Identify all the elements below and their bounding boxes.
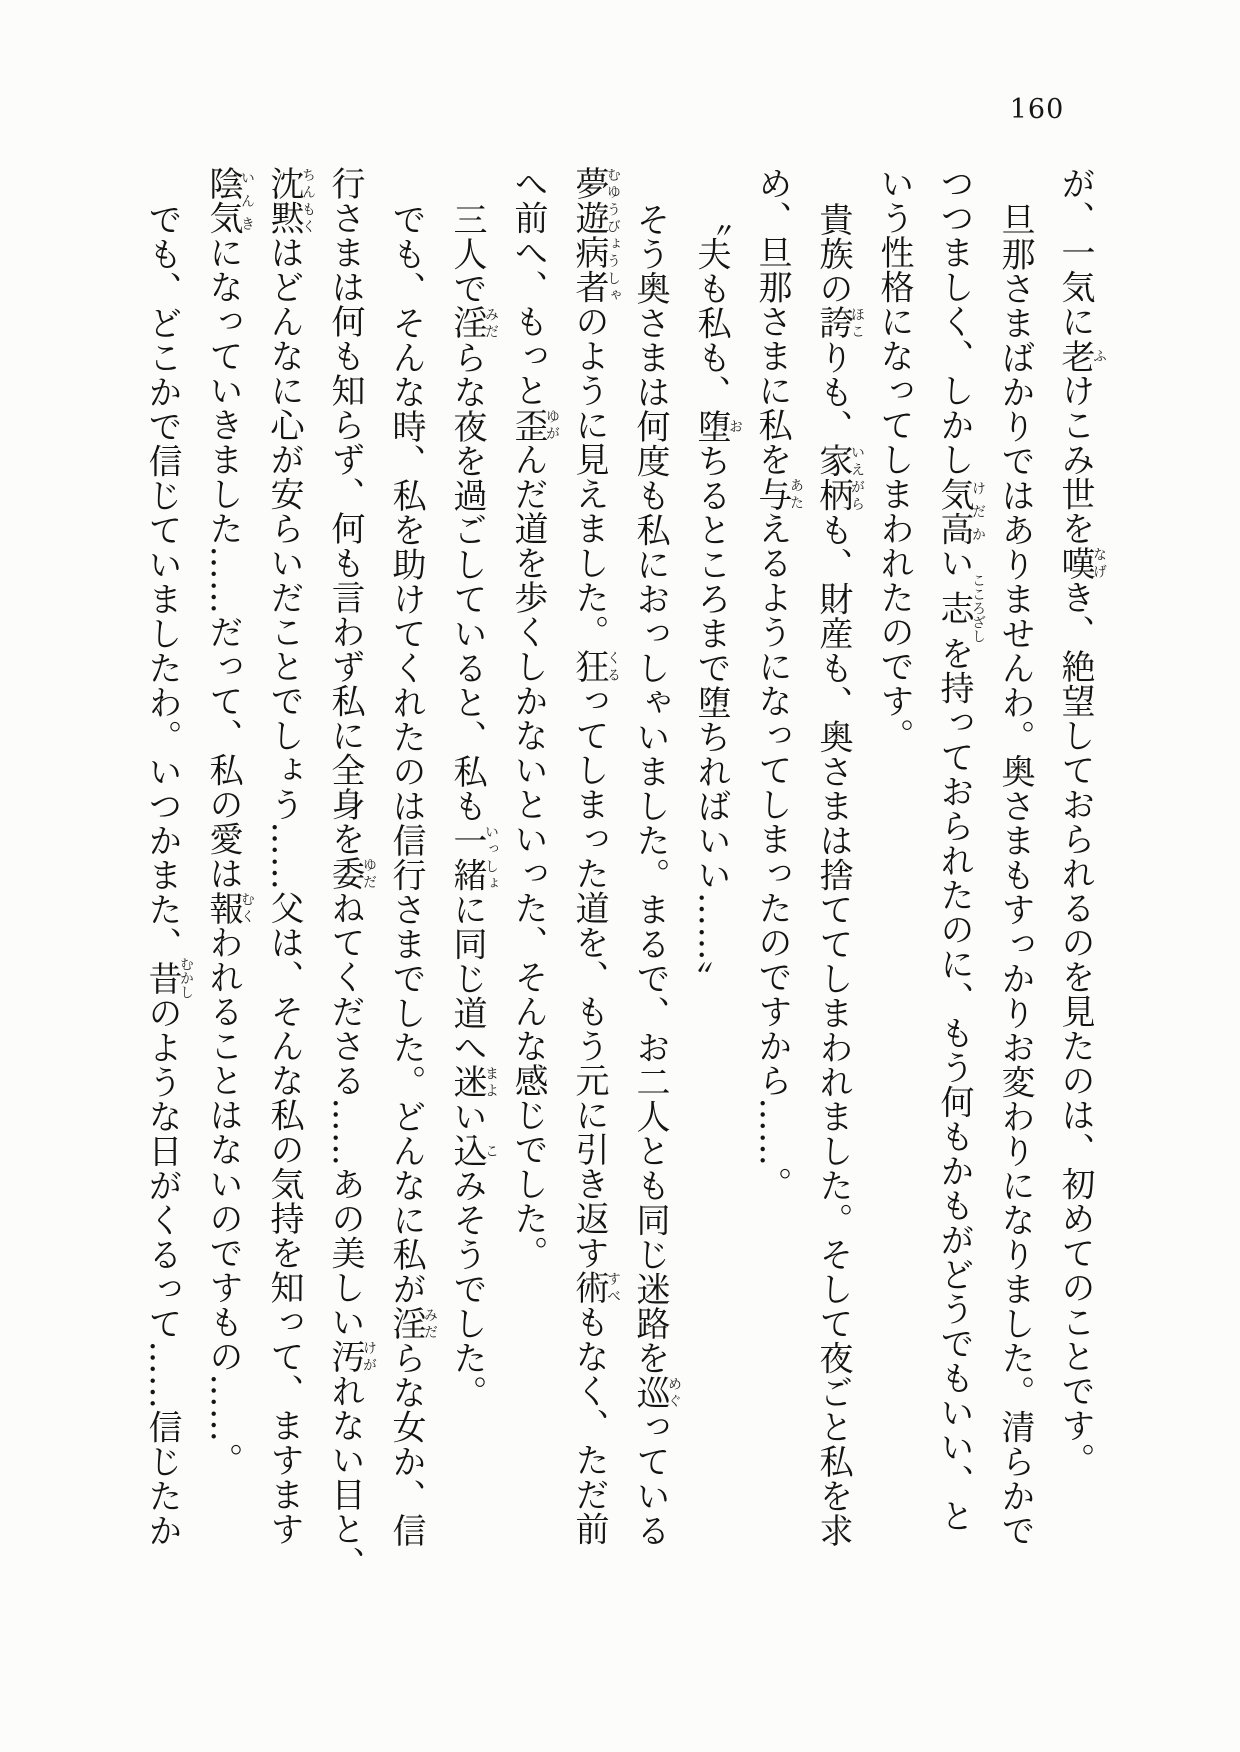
ruby-annotated-text: 嘆なげ [1055,545,1107,580]
text-column: 〝夫も私も、堕おちるところまで堕ちればいい……〟 [691,201,743,996]
ruby-annotated-text: 報むく [203,890,255,925]
text-column: 沈黙ちんもくはどんなに心が安らいだことでしょう……父は、そんな私の気持を知って、ますます [264,166,316,1546]
ruby-annotated-text: 汚けが [325,1339,377,1374]
text-column: 三人で淫みだらな夜を過ごしていると、私も一緒いっしょに同じ道へ迷まよい込こみそうでした。 [447,201,499,1410]
ruby-annotated-text: 一緒いっしょ [447,822,499,892]
vertical-text-block [132,166,1106,1636]
text-column: め、旦那さまに私を与あたえるようになってしまったのですから……。 [752,166,804,1201]
ruby-annotated-text: 気高けだか [934,476,986,546]
ruby-annotated-text: 陰気いんき [203,166,255,235]
ruby-annotated-text: 老ふ [1055,338,1107,373]
ruby-annotated-text: 込こ [447,1133,499,1168]
ruby-annotated-text: 巡めぐ [630,1374,682,1410]
text-column: 旦那さまばかりではありませんわ。奥さまもすっかりお変わりになりました。清らかで [995,201,1035,1548]
ruby-annotated-text: 堕お [691,408,743,444]
ruby-annotated-text: 迷まよ [447,1064,499,1099]
ruby-annotated-text: 狂くる [569,649,621,684]
ruby-annotated-text: 淫みだ [447,305,499,340]
text-column: が、一気に老ふけこみ世を嘆なげき、絶望しておられるのを見たのは、初めてのことです。 [1055,166,1107,1477]
ruby-annotated-text: 歪ゆが [508,407,560,442]
text-column: 夢遊病者むゆうびょうしゃのように見えました。狂くるってしまった道を、もう元に引き返す術すべもなく、ただ前 [569,166,621,1546]
text-column: つつましく、しかし気高けだかい志こころざしを持っておられたのに、もう何もかもがどうでもいい、と [934,166,986,1533]
text-column: 陰気いんきになっていきました……だって、私の愛は報むくわれることはないのですもの……。 [203,166,255,1477]
text-column: 貴族の誇ほこりも、家柄いえがらも、財産も、奥さまは捨ててしまわれました。そして夜ごと私を求 [813,201,865,1548]
ruby-annotated-text: 与あた [752,476,804,511]
ruby-annotated-text: 沈黙ちんもく [264,166,316,235]
ruby-annotated-text: 志こころざし [934,573,986,643]
ruby-annotated-text: 委ゆだ [325,856,377,891]
text-column: へ前へ、もっと歪ゆがんだ道を歩くしかないといった、そんな感じでした。 [508,166,560,1270]
ruby-annotated-text: 誇ほこ [813,305,865,340]
text-column: でも、そんな時、私を助けてくれたのは信行さまでした。どんなに私が淫みだらな女か、信 [386,201,438,1548]
text-column: 行さまは何も知らず、何も言わず私に全身を委ゆだねてくださる……あの美しい汚けがれない目と、 [325,166,377,1581]
ruby-annotated-text: 夢遊病者むゆうびょうしゃ [569,166,621,304]
ruby-annotated-text: 家柄いえがら [813,443,865,513]
text-column: いう性格になってしまわれたのです。 [874,166,914,753]
ruby-annotated-text: 術すべ [569,1270,621,1305]
text-column: でも、どこかで信じていましたわ。いつかまた、昔むかしのような日がくるって……信じたか [142,201,194,1548]
ruby-annotated-text: 淫みだ [386,1305,438,1341]
page-number: 160 [1009,94,1065,125]
text-column: そう奥さまは何度も私におっしゃいました。まるで、お二人とも同じ迷路を巡めぐっている [630,201,682,1548]
ruby-annotated-text: 昔むかし [142,956,194,999]
